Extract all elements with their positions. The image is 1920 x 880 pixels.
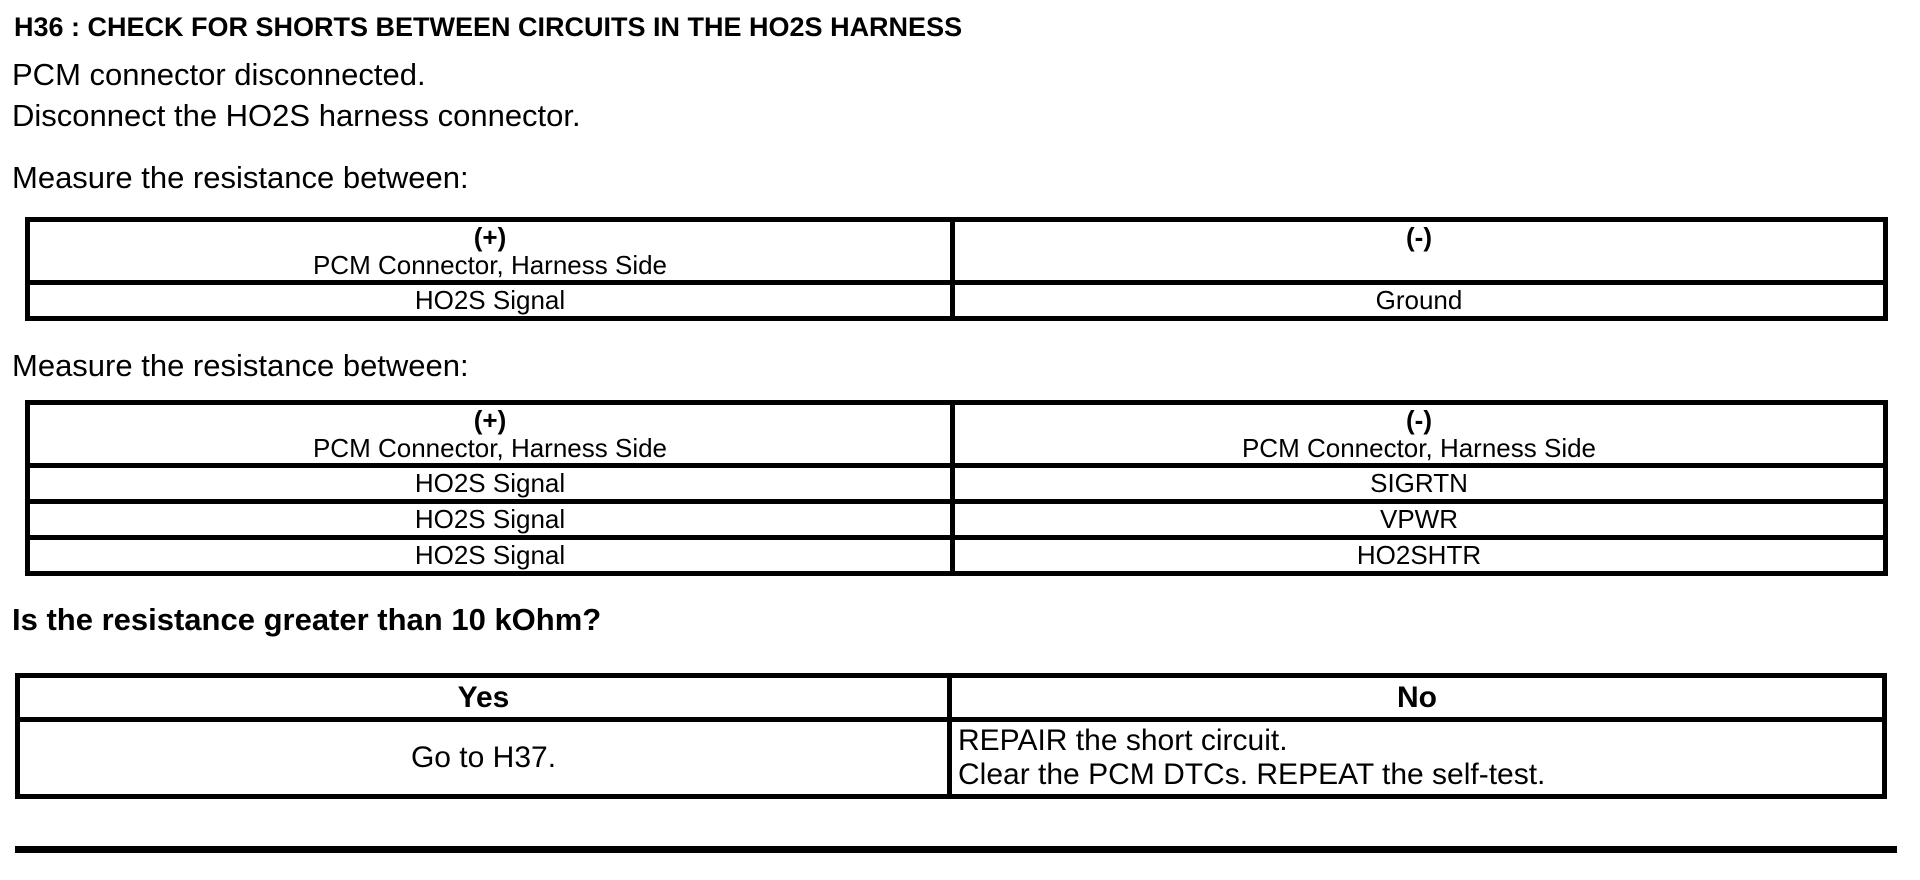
measure-heading-1: Measure the resistance between: xyxy=(12,160,469,195)
table-header-row xyxy=(28,220,1886,283)
plus-sign-label: (+) xyxy=(473,405,507,435)
plus-value: HO2S Signal xyxy=(28,502,953,538)
plus-sub-label: PCM Connector, Harness Side xyxy=(312,433,668,463)
plus-value: HO2S Signal xyxy=(28,538,953,574)
table-row xyxy=(28,538,1886,574)
minus-sign-label: (-) xyxy=(1406,405,1432,435)
decision-action-row xyxy=(18,720,1885,797)
resistance-table-1 xyxy=(25,217,1888,321)
plus-value: HO2S Signal xyxy=(28,466,953,502)
measure-heading-2: Measure the resistance between: xyxy=(12,348,469,383)
plus-header-cell xyxy=(28,403,953,466)
no-action-cell xyxy=(950,720,1885,797)
plus-value: HO2S Signal xyxy=(28,283,953,319)
minus-header-cell xyxy=(953,403,1886,466)
bottom-divider-rule xyxy=(15,846,1897,853)
decision-table xyxy=(15,673,1887,799)
question-heading: Is the resistance greater than 10 kOhm? xyxy=(12,602,602,637)
plus-header-cell xyxy=(28,220,953,283)
minus-value: Ground xyxy=(953,283,1886,319)
minus-value: HO2SHTR xyxy=(953,538,1886,574)
minus-sub-label: PCM Connector, Harness Side xyxy=(1241,433,1597,463)
page-title: H36 : CHECK FOR SHORTS BETWEEN CIRCUITS IN THE HO2S HARNESS xyxy=(14,12,963,42)
no-header-cell: No xyxy=(950,676,1885,720)
resistance-table-2 xyxy=(25,400,1888,576)
plus-sign-label: (+) xyxy=(473,222,507,252)
no-action-line-2: Clear the PCM DTCs. REPEAT the self-test. xyxy=(958,758,1546,791)
plus-sub-label: PCM Connector, Harness Side xyxy=(312,250,668,280)
minus-value: VPWR xyxy=(953,502,1886,538)
yes-action-cell: Go to H37. xyxy=(18,720,950,797)
minus-header-cell xyxy=(953,220,1886,283)
instruction-line-1: PCM connector disconnected. xyxy=(12,57,426,92)
minus-sign-label: (-) xyxy=(1406,222,1432,252)
no-action-line-1: REPAIR the short circuit. xyxy=(958,724,1288,757)
table-header-row xyxy=(28,403,1886,466)
decision-header-row xyxy=(18,676,1885,720)
yes-header-cell: Yes xyxy=(18,676,950,720)
minus-value: SIGRTN xyxy=(953,466,1886,502)
table-row xyxy=(28,502,1886,538)
table-row xyxy=(28,283,1886,319)
table-row xyxy=(28,466,1886,502)
instruction-line-2: Disconnect the HO2S harness connector. xyxy=(12,98,581,133)
